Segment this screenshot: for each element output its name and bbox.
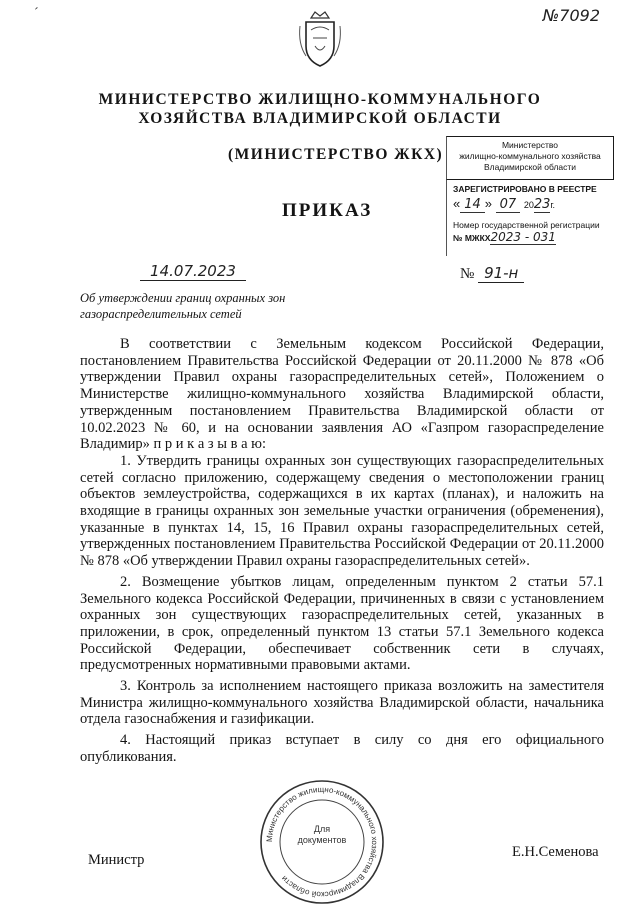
stamp-org-line1: Министерство (501, 140, 559, 150)
registered-label: ЗАРЕГИСТРИРОВАНО В РЕЕСТРЕ (453, 184, 597, 194)
ministry-name-line1: МИНИСТЕРСТВО ЖИЛИЩНО-КОММУНАЛЬНОГО (98, 91, 542, 108)
signer-title: Министр (88, 852, 145, 868)
stamp-org-line2: жилищно-коммунального хозяйства (459, 151, 601, 161)
coat-of-arms-icon (297, 10, 343, 72)
order-subject-line1: Об утверждении границ охранных зон (80, 291, 286, 305)
order-body (80, 336, 604, 766)
registration-day: 14 (460, 197, 485, 213)
signer-name: Е.Н.Семенова (512, 844, 599, 860)
registration-month: 07 (496, 197, 521, 213)
body-item-3: 3. Контроль за исполнением настоящего приказа возложить на заместителя Министра жилищно-коммунального хозяйства Владимирской области, начальника отдела газоснабжения и газификации. (80, 678, 604, 728)
order-number-label: № (460, 266, 475, 282)
registration-stamp-body (446, 180, 614, 256)
handwritten-corner-number: №7092 (542, 6, 600, 25)
ministry-name (60, 90, 580, 128)
registration-number-value: 2023 - 031 (490, 230, 556, 244)
ministry-abbreviation: (МИНИСТЕРСТВО ЖКХ) (228, 146, 444, 163)
order-subject (80, 290, 380, 322)
order-number-value: 91-н (478, 264, 524, 283)
registration-number-label: Номер государственной регистрации (453, 220, 600, 230)
body-item-1: 1. Утвердить границы охранных зон существующих газораспределительных сетей согласно приложению, содержащему сведения о местоположении границ объектов землеустройства, содержащихся в их картах (планах), и наложить на входящие в границы охранных зон земельные участки ограничения (обременения), указанные в пунктах 14, 15, 16 Правил охраны газораспределительных сетей, утвержденных постановлением Правительства Российской Федерации от 20.11.2000 № 878 «Об утверждении Правил охраны газораспределительных сетей». (80, 452, 604, 570)
order-subject-line2: газораспределительных сетей (80, 307, 242, 321)
registration-number-prefix: № МЖКХ (453, 233, 491, 243)
seal-center-line1: Для (313, 824, 331, 834)
stamp-org-line3: Владимирской области (483, 162, 577, 172)
order-number (460, 264, 524, 283)
seal-center (258, 778, 386, 906)
registration-year-suffix: 23 (533, 197, 551, 212)
registration-year-prefix: 20 (523, 200, 534, 210)
body-intro: В соответствии с Земельным кодексом Российской Федерации, постановлением Правительства Российской Федерации от 20.11.2000 № 878 «Об утверждении Правил охраны газораспределительных сетей», Положением о Министерстве жилищно-коммунального хозяйства Владимирской области, утвержденным постановлением Правительства Владимирской области от 10.02.2023 № 60, и на основании заявления АО «Газпром газораспределение Владимир» п р и к а з ы в а ю: (80, 336, 604, 453)
document-type-title: ПРИКАЗ (282, 200, 373, 221)
body-item-4: 4. Настоящий приказ вступает в силу со дня его официального опубликования. (80, 732, 604, 765)
corner-mark: ´ (34, 6, 39, 21)
seal-ring-text: Министерство жилищно-коммунального хозяйства Владимирской области (264, 784, 380, 900)
registration-year-unit: г. (550, 200, 556, 210)
body-item-2: 2. Возмещение убытков лицам, определенным пунктом 2 статьи 57.1 Земельного кодекса Российской Федерации, причиненных в связи с установлением охранных зон существующих газораспределительных сетей, указанных в приложении, в срок, определенный пунктом 13 статьи 57.1 Земельного кодекса Российской Федерации, обеспечивает собственник сети в случаях, предусмотренных нормативными правовыми актами. (80, 573, 604, 674)
registration-number (453, 232, 556, 244)
order-date: 14.07.2023 (140, 262, 246, 281)
registration-stamp-header (446, 136, 614, 180)
seal-center-line2: документов (297, 835, 347, 845)
ministry-name-line2: ХОЗЯЙСТВА ВЛАДИМИРСКОЙ ОБЛАСТИ (138, 110, 502, 127)
registration-date: « 14 » 07 2023г. (453, 196, 556, 212)
